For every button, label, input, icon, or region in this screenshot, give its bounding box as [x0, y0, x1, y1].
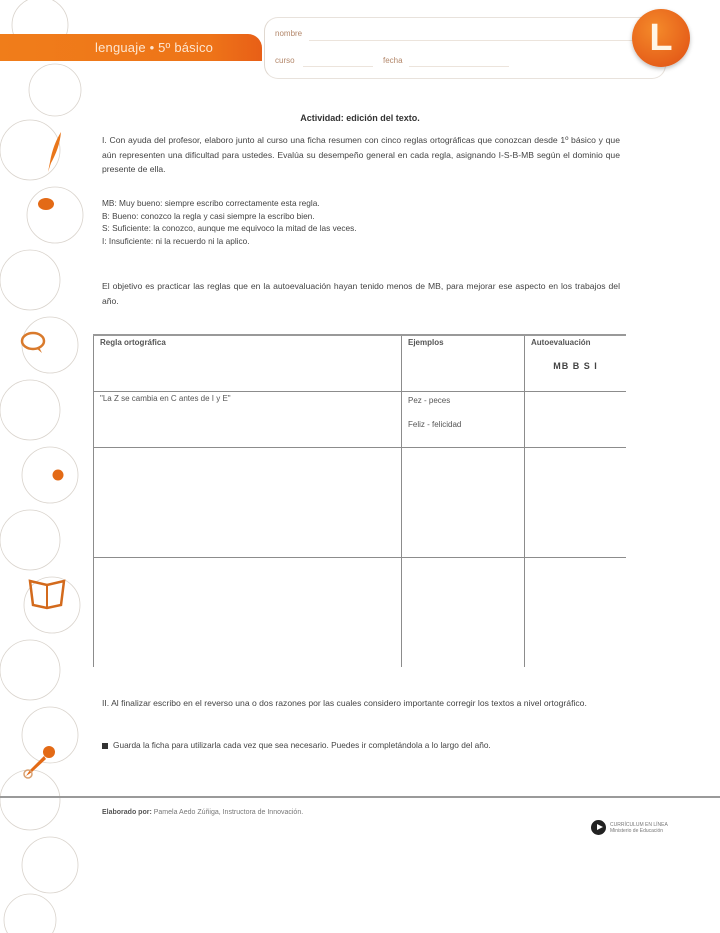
bullet-square-icon: [102, 743, 108, 749]
self-eval-cell[interactable]: [525, 391, 627, 447]
rule-cell[interactable]: [94, 447, 402, 557]
brand-line-1: CURRÍCULUM EN LÍNEA: [610, 821, 668, 828]
scale-item-mb: MB: Muy bueno: siempre escribo correctamente esta regla.: [102, 198, 320, 208]
course-label: curso: [275, 56, 295, 65]
self-eval-label: Autoevaluación: [531, 338, 591, 347]
scale-item-s: S: Suficiente: la conozco, aunque me equivoco la mitad de las veces.: [102, 223, 357, 233]
credit-label: Elaborado por:: [102, 809, 152, 816]
spelling-rules-table: [93, 334, 626, 667]
scale-item-b: B: Bueno: conozco la regla y casi siempre la escribo bien.: [102, 210, 315, 221]
header-rule: Regla ortográfica: [94, 335, 402, 391]
footer-credit: [102, 809, 303, 816]
pencil-tip-icon: [20, 744, 56, 784]
example-1: Pez - peces: [408, 395, 451, 405]
objective-paragraph: El objetivo es practicar las reglas que en la autoevaluación hayan tenido menos de MB, para mejorar ese aspecto en los trabajos del año.: [102, 281, 620, 306]
brand-line-2: Ministerio de Educación: [610, 827, 664, 834]
date-label: fecha: [383, 56, 403, 65]
table-row: [94, 391, 627, 447]
scale-item-i: I: Insuficiente: ni la recuerdo ni la aplico.: [102, 235, 250, 246]
credit-author: Pamela Aedo Zúñiga, Instructora de Innovación.: [153, 809, 304, 816]
scale-labels: MB B S I: [553, 361, 598, 371]
examples-cell[interactable]: [402, 557, 525, 667]
student-info-box: [264, 17, 666, 79]
open-book-icon: [26, 575, 68, 611]
spot-icon: [36, 196, 56, 212]
save-note-text: Guarda la ficha para utilizarla cada vez que sea necesario. Puedes ir completándola a lo largo del año.: [113, 740, 491, 750]
course-input-line[interactable]: [303, 66, 373, 67]
date-input-line[interactable]: [409, 66, 509, 67]
header-self-eval: [525, 335, 627, 391]
examples-cell[interactable]: [402, 391, 525, 447]
lenguaje-logo-icon: L: [632, 9, 690, 67]
evaluation-scale: [102, 197, 357, 247]
example-2: Feliz - felicidad: [408, 419, 462, 429]
subject-label: lenguaje • 5º básico: [95, 40, 214, 55]
rule-cell[interactable]: "La Z se cambia en C antes de I y E": [94, 391, 402, 447]
footer-divider: [0, 796, 720, 798]
header-examples: Ejemplos: [402, 335, 525, 391]
curriculum-brand: [591, 820, 668, 835]
instruction-1: I. Con ayuda del profesor, elaboro junto al curso una ficha resumen con cinco reglas ortográficas que conozcan desde 1º básico y que aún representen una dificultad para ustedes. Evalúa su desempeño general en cada regla, asignando I-S-B-MB según el dominio que presente de ella.: [102, 135, 620, 174]
save-note: [102, 738, 620, 753]
name-input-line[interactable]: [309, 40, 649, 41]
play-logo-icon: [591, 820, 606, 835]
instruction-2: II. Al finalizar escribo en el reverso una o dos razones por las cuales considero importante corregir los textos a nivel ortográfico.: [102, 698, 587, 708]
examples-cell[interactable]: [402, 447, 525, 557]
self-eval-cell[interactable]: [525, 557, 627, 667]
table-row: [94, 557, 627, 667]
activity-title: Actividad: edición del texto.: [300, 113, 420, 123]
rule-cell[interactable]: [94, 557, 402, 667]
table-header-row: [94, 335, 627, 391]
drop-icon: [50, 467, 66, 485]
feather-pen-icon: [44, 130, 66, 175]
speech-bubble-icon: [20, 330, 48, 355]
name-label: nombre: [275, 29, 303, 38]
table-row: [94, 447, 627, 557]
self-eval-cell[interactable]: [525, 447, 627, 557]
